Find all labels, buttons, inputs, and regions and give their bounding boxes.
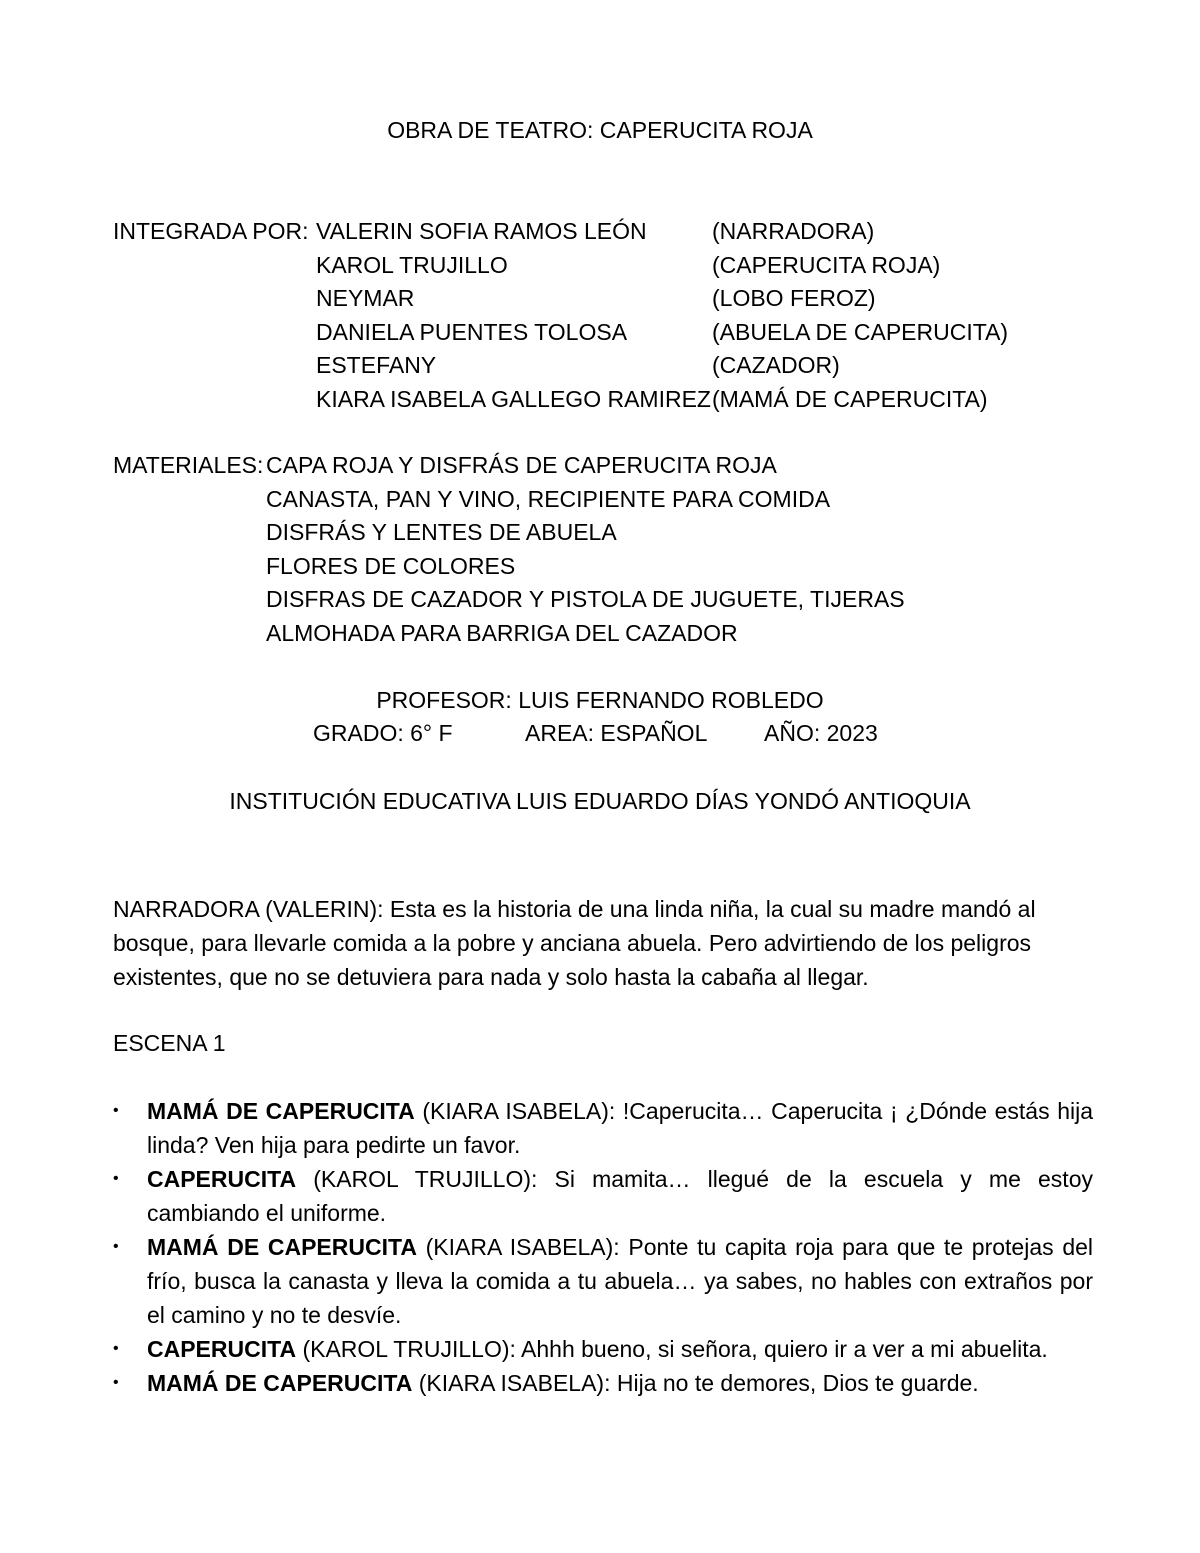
narration-paragraph: NARRADORA (VALERIN): Esta es la historia de una linda niña, la cual su madre mandó al bosque, para llevarle comida a la pobre y anciana abuela. Pero advirtiendo de los peligros existentes, que no se detuviera para nada y solo hasta la cabaña al llegar. bbox=[113, 896, 1036, 990]
dialogue-line: (KIARA ISABELA): !Caperucita… Caperucita ¡ ¿Dónde estás hija linda? Ven hija para pedirte un favor. bbox=[147, 1098, 1094, 1158]
cast-member-role: (MAMÁ DE CAPERUCITA) bbox=[712, 385, 988, 412]
material-item: ALMOHADA PARA BARRIGA DEL CAZADOR bbox=[266, 619, 738, 646]
cast-label: INTEGRADA POR: bbox=[113, 218, 309, 244]
materials-list bbox=[266, 448, 905, 649]
material-item: CANASTA, PAN Y VINO, RECIPIENTE PARA COMIDA bbox=[266, 485, 831, 512]
speaker-name: MAMÁ DE CAPERUCITA bbox=[147, 1370, 413, 1396]
bullet-icon: • bbox=[113, 1340, 119, 1357]
speaker-name: MAMÁ DE CAPERUCITA bbox=[147, 1234, 417, 1260]
cast-member-name: NEYMAR bbox=[316, 285, 415, 311]
cast-member-role: (CAZADOR) bbox=[712, 352, 840, 378]
cast-member-name: ESTEFANY bbox=[316, 352, 437, 378]
speaker-name: MAMÁ DE CAPERUCITA bbox=[147, 1098, 415, 1124]
dialogue-line: (KAROL TRUJILLO): Si mamita… llegué de la escuela y me estoy cambiando el uniforme. bbox=[147, 1166, 1093, 1226]
bullet-icon: • bbox=[113, 1238, 119, 1255]
cast-member-name: KIARA ISABELA GALLEGO RAMIREZ bbox=[316, 385, 711, 412]
year-text: AÑO: 2023 bbox=[764, 720, 878, 746]
bullet-icon: • bbox=[113, 1374, 119, 1391]
cast-member-role: (LOBO FEROZ) bbox=[712, 285, 876, 311]
cast-member-role: (NARRADORA) bbox=[712, 218, 875, 244]
area-text: AREA: ESPAÑOL bbox=[525, 720, 708, 746]
scene-title: ESCENA 1 bbox=[113, 1030, 226, 1056]
dialogue-item bbox=[113, 1162, 1093, 1230]
cast-member-role: (ABUELA DE CAPERUCITA) bbox=[712, 318, 1009, 345]
material-item: DISFRAS DE CAZADOR Y PISTOLA DE JUGUETE, TIJERAS bbox=[266, 586, 905, 612]
bullet-icon: • bbox=[113, 1102, 119, 1119]
dialogue-line: (KIARA ISABELA): Ponte tu capita roja para que te protejas del frío, busca la canasta y lleva la comida a tu abuela… ya sabes, no hables con extraños por el camino y no te desvíe. bbox=[147, 1234, 1094, 1328]
dialogue-item bbox=[113, 1332, 1093, 1366]
cast-member-role: (CAPERUCITA ROJA) bbox=[712, 251, 941, 278]
bullet-icon: • bbox=[113, 1170, 119, 1187]
dialogue-item bbox=[113, 1366, 1093, 1400]
professor-line: PROFESOR: LUIS FERNANDO ROBLEDO bbox=[376, 687, 824, 713]
material-item: DISFRÁS Y LENTES DE ABUELA bbox=[266, 519, 617, 545]
dialogue-line: (KAROL TRUJILLO): Ahhh bueno, si señora, quiero ir a ver a mi abuelita. bbox=[296, 1336, 1048, 1362]
cast-member-name: DANIELA PUENTES TOLOSA bbox=[316, 318, 628, 345]
material-item: FLORES DE COLORES bbox=[266, 552, 516, 579]
grade-text: GRADO: 6° F bbox=[313, 720, 453, 746]
material-item: CAPA ROJA Y DISFRÁS DE CAPERUCITA ROJA bbox=[266, 452, 777, 478]
institution-line: INSTITUCIÓN EDUCATIVA LUIS EDUARDO DÍAS YONDÓ ANTIOQUIA bbox=[229, 788, 971, 814]
materials-label: MATERIALES: bbox=[113, 452, 264, 478]
dialogue-item bbox=[113, 1230, 1093, 1332]
speaker-name: CAPERUCITA bbox=[147, 1336, 297, 1362]
dialogue-line: (KIARA ISABELA): Hija no te demores, Dios te guarde. bbox=[412, 1370, 979, 1396]
document-title: OBRA DE TEATRO: CAPERUCITA ROJA bbox=[387, 117, 813, 143]
dialogue-item bbox=[113, 1094, 1093, 1162]
cast-member-name: VALERIN SOFIA RAMOS LEÓN bbox=[316, 218, 647, 244]
cast-member-name: KAROL TRUJILLO bbox=[316, 251, 508, 278]
speaker-name: CAPERUCITA bbox=[147, 1166, 297, 1192]
dialogue-list bbox=[113, 1094, 1093, 1400]
